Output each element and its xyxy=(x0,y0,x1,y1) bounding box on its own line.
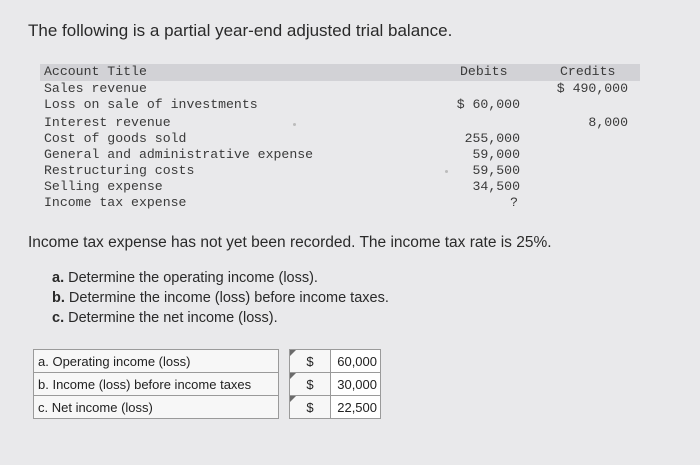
answer-label: a. Operating income (loss) xyxy=(34,350,279,373)
part-letter: c. xyxy=(52,310,65,326)
part-text: Determine the income (loss) before income taxes. xyxy=(68,290,389,306)
answer-label: b. Income (loss) before income taxes xyxy=(34,373,279,396)
header-debits: Debits xyxy=(460,64,508,79)
debit-amount: ? xyxy=(510,195,518,210)
debit-amount: $ 60,000 xyxy=(456,97,520,112)
account-name: Loss on sale of investments xyxy=(44,97,258,112)
part-text: Determine the net income (loss). xyxy=(68,310,278,326)
answer-gap xyxy=(279,373,290,396)
table-row xyxy=(40,131,640,147)
speck-mark xyxy=(445,170,448,173)
account-name: Income tax expense xyxy=(44,195,187,210)
answer-cell xyxy=(331,350,381,373)
answer-row xyxy=(34,373,381,396)
answer-row xyxy=(34,396,381,419)
part-letter: b. xyxy=(52,290,65,306)
table-row xyxy=(40,163,640,179)
operating-income-input[interactable] xyxy=(331,354,377,369)
answer-label: c. Net income (loss) xyxy=(34,396,279,419)
question-part-c xyxy=(52,308,389,328)
table-row xyxy=(40,179,640,195)
question-part-a xyxy=(52,268,389,288)
table-row xyxy=(40,97,640,113)
part-text: Determine the operating income (loss). xyxy=(68,270,318,286)
intro-text: The following is a partial year-end adjusted trial balance. xyxy=(28,21,453,40)
account-name: Restructuring costs xyxy=(44,163,195,178)
credit-amount: $ 490,000 xyxy=(556,81,628,96)
table-row xyxy=(40,147,640,163)
part-letter: a. xyxy=(52,270,65,286)
debit-amount: 59,500 xyxy=(472,163,520,178)
answer-cell xyxy=(331,373,381,396)
currency-symbol: $ xyxy=(290,396,331,419)
currency-symbol: $ xyxy=(290,373,331,396)
debit-amount: 255,000 xyxy=(464,131,520,146)
net-income-input[interactable] xyxy=(331,400,377,415)
account-name: Sales revenue xyxy=(44,81,147,96)
income-before-taxes-input[interactable] xyxy=(331,377,377,392)
account-name: Selling expense xyxy=(44,179,163,194)
answer-gap xyxy=(279,396,290,419)
debit-amount: 34,500 xyxy=(472,179,520,194)
table-row xyxy=(40,81,640,97)
question-part-b xyxy=(52,288,389,308)
trial-balance-header-row xyxy=(40,64,640,80)
debit-amount: 59,000 xyxy=(472,147,520,162)
trial-balance xyxy=(40,64,640,214)
answer-gap xyxy=(279,350,290,373)
account-name: Interest revenue xyxy=(44,115,171,130)
answer-row xyxy=(34,350,381,373)
tax-note: Income tax expense has not yet been recorded. The income tax rate is 25%. xyxy=(28,234,552,251)
header-account-title: Account Title xyxy=(44,64,147,79)
credit-amount: 8,000 xyxy=(588,115,628,130)
currency-symbol: $ xyxy=(290,350,331,373)
header-credits: Credits xyxy=(560,64,616,79)
table-row xyxy=(40,115,640,131)
answer-table xyxy=(33,349,381,419)
table-row xyxy=(40,195,640,211)
question-parts xyxy=(52,268,389,328)
account-name: Cost of goods sold xyxy=(44,131,187,146)
answer-cell xyxy=(331,396,381,419)
speck-mark xyxy=(293,123,296,126)
account-name: General and administrative expense xyxy=(44,147,314,162)
